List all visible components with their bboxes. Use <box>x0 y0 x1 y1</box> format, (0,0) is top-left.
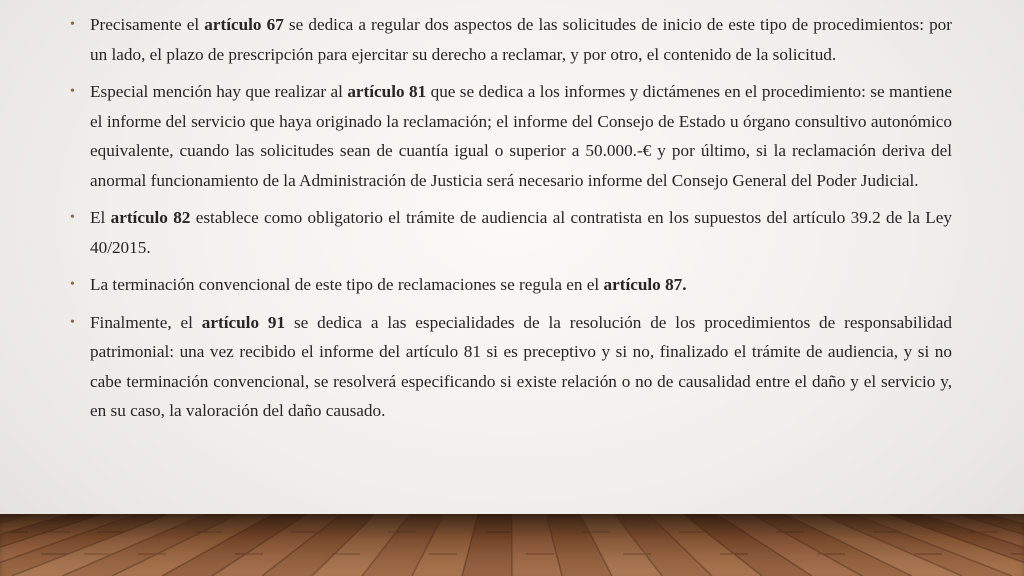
floor-planks-graphic <box>0 514 1024 576</box>
slide-content <box>70 10 952 434</box>
bullet-item-articulo-82 <box>70 203 952 262</box>
bullet-text: se dedica a regular dos aspectos de las solicitudes de inicio de este tipo de procedimientos: por un lado, el plazo de prescripción para ejercitar su derecho a reclamar, y por otro, el contenido de la solicitud. <box>90 15 952 64</box>
bullet-text: Especial mención hay que realizar al <box>90 82 348 101</box>
bullet-text: establece como obligatorio el trámite de audiencia al contratista en los supuestos del artículo 39.2 de la Ley 40/2015. <box>90 208 953 257</box>
bullet-text: que se dedica a los informes y dictámenes en el procedimiento: se mantiene el informe del servicio que haya originado la reclamación; el informe del Consejo de Estado u órgano consultivo autonómico equivalente, cuando las solicitudes sean de cuantía igual o superior a 50.000.-€ y por último, si la reclamación deriva del anormal funcionamiento de la Administración de Justicia será necesario informe del Consejo General del Poder Judicial. <box>90 82 953 190</box>
bullet-bold-reference: artículo 67 <box>204 15 284 34</box>
bullet-bold-reference: artículo 91 <box>201 312 286 332</box>
bullet-text: Precisamente el <box>90 15 205 34</box>
bullet-text: se dedica a las especialidades de la resolución de los procedimientos de responsabilidad patrimonial: una vez recibido el informe del artículo 81 si es preceptivo y si no, finalizado el trámite de audiencia, y si no cabe terminación convencional, se resolverá especificando si existe relación o no de causalidad entre el daño y el servicio y, en su caso, la valoración del daño causado. <box>90 312 952 420</box>
bullet-text: Finalmente, el <box>90 312 202 332</box>
bullet-item-articulo-81 <box>70 77 952 195</box>
wooden-floor <box>0 514 1024 576</box>
bullet-icon: • <box>70 17 75 32</box>
bullet-icon: • <box>70 277 75 292</box>
bullet-icon: • <box>70 84 75 99</box>
bullet-bold-reference: artículo 81 <box>347 82 427 101</box>
bullet-bold-reference: artículo 87. <box>603 275 687 294</box>
bullet-icon: • <box>70 314 75 330</box>
bullet-text: La terminación convencional de este tipo de reclamaciones se regula en el <box>90 275 604 294</box>
bullet-text: El <box>90 208 111 227</box>
bullet-item-articulo-87 <box>70 270 952 300</box>
bullet-icon: • <box>70 210 75 225</box>
bullet-bold-reference: artículo 82 <box>110 208 191 227</box>
bullet-list <box>70 10 952 426</box>
bullet-item-articulo-91 <box>70 308 952 426</box>
bullet-item-articulo-67 <box>70 10 952 69</box>
